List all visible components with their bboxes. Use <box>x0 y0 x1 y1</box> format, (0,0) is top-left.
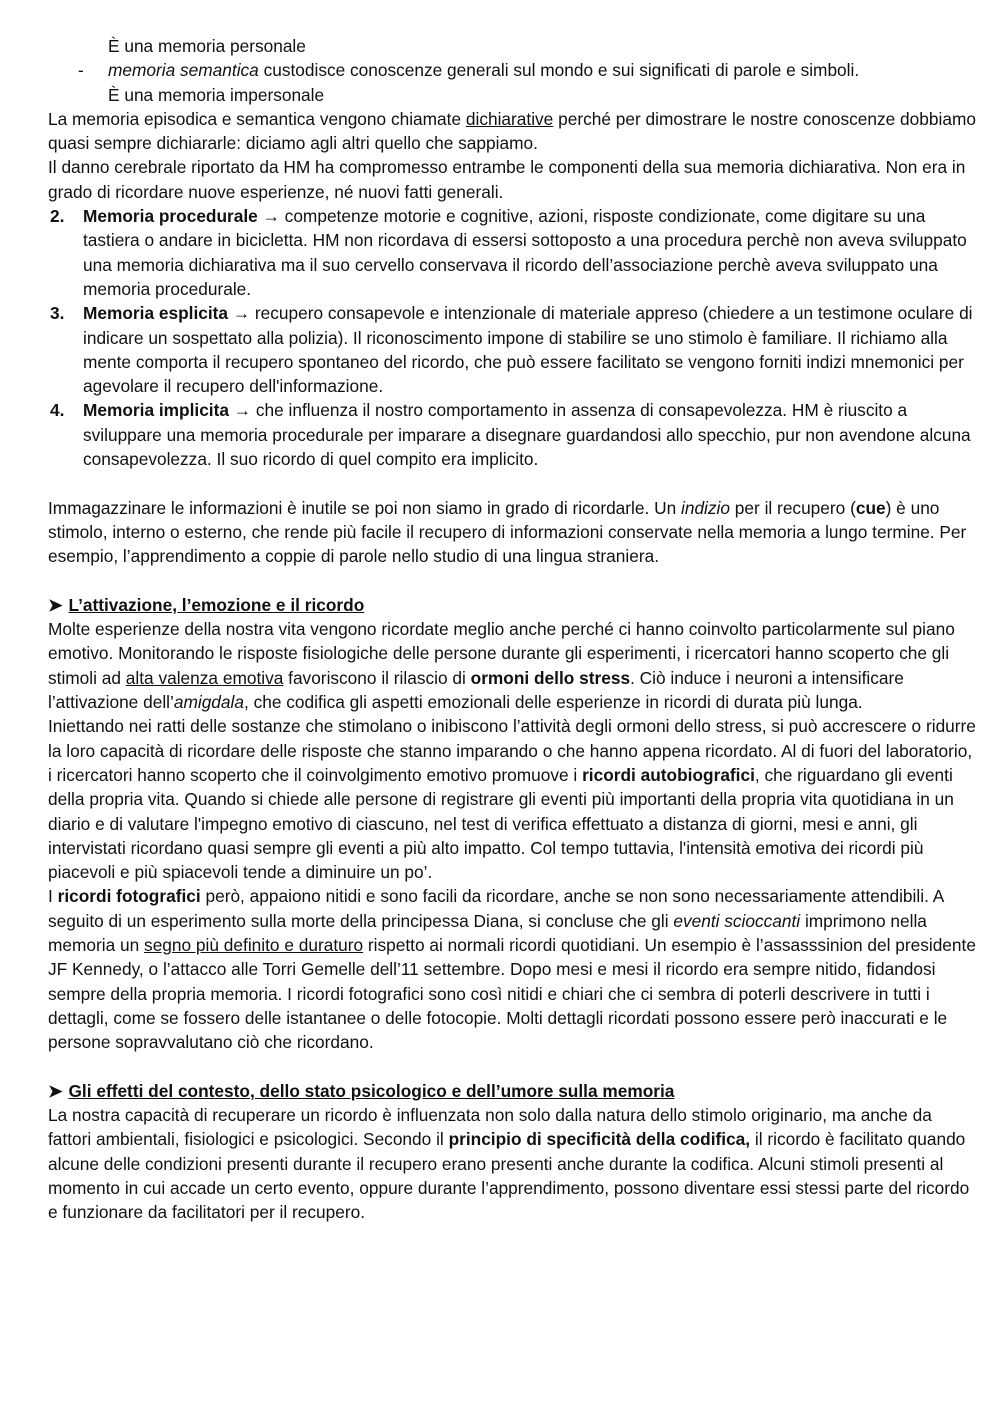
section-heading-text: Gli effetti del contesto, dello stato psicologico e dell’umore sulla memoria <box>68 1080 675 1101</box>
text-run: custodisce conoscenze generali sul mondo e sui significati di parole e simboli. <box>258 60 860 81</box>
declarative-paragraph <box>48 107 978 156</box>
italic-term: memoria semantica <box>108 60 259 81</box>
emotion-paragraph-3 <box>48 884 978 1054</box>
text-run: , che riguardano gli eventi della propria vita. Quando si chiede alle persone di registrare gli eventi più importanti della propria vita quotidiana in un diario e di valutare l'impegno emotivo di ciascuno, nel test di verifica effettuato a distanza di giorni, mesi e anni, gli intervistati ricordano quasi sempre gli eventi a più alto impatto. Col tempo tuttavia, l'intensità emotiva dei ricordi più piacevoli e più spiacevoli tende a diminuire un po’. <box>48 764 954 883</box>
bold-term: ormoni dello stress <box>470 667 631 688</box>
italic-term: eventi scioccanti <box>673 910 801 931</box>
list-number: 3. <box>50 303 65 324</box>
underlined-term: segno più definito e duraturo <box>144 934 364 955</box>
bold-term: cue <box>855 497 886 518</box>
semantic-memory-item <box>48 58 978 82</box>
list-item-text: → competenze motorie e cognitive, azioni, risposte condizionate, come digitare su una tastiera o andare in bicicletta. HM non ricordava di essersi sottoposto a una procedura perchè non aveva sviluppato una memoria dichiarativa ma il suo cervello conservava il ricordo dell’associazione perchè aveva sviluppato una memoria procedurale. <box>83 206 967 299</box>
text-run: Iniettando nei ratti delle sostanze che stimolano o inibiscono l’attività degli ormoni dello stress, si può accrescere o ridurre la loro capacità di ricordare delle risposte che stanno imparando o che hanno appena ricordato. Al di fuori del laboratorio, i ricercatori hanno scoperto che il coinvolgimento emotivo promuove i <box>48 716 976 785</box>
text-run: per il recupero ( <box>730 497 856 518</box>
spacer <box>48 1054 978 1078</box>
list-item <box>48 398 978 471</box>
text-run: È una memoria impersonale <box>108 84 325 105</box>
section-heading-text: L’attivazione, l’emozione e il ricordo <box>68 594 365 615</box>
list-item <box>48 204 978 301</box>
list-item <box>48 301 978 398</box>
text-run: ) è uno stimolo, interno o esterno, che rende più facile il recupero di informazioni conservate nella memoria a lungo termine. Per esempio, l’apprendimento a coppie di parole nello studio di una lingua straniera. <box>48 497 967 567</box>
list-item-text: → recupero consapevole e intenzionale di materiale appreso (chiedere a un testimone oculare di indicare un sospettato alla polizia). Il riconoscimento impone di stabilire se uno stimolo è familiare. Il richiamo alla mente comporta il recupero spontaneo del ricordo, che può essere facilitato se vengono forniti indizi mnemonici per agevolare il recupero dell'informazione. <box>83 303 973 397</box>
text-run: I <box>48 886 58 907</box>
italic-term: amigdala <box>173 692 244 713</box>
text-run: , che codifica gli aspetti emozionali delle esperienze in ricordi di durata più lunga. <box>243 692 863 713</box>
text-run: La nostra capacità di recuperare un ricordo è influenzata non solo dalla natura dello stimolo originario, ma anche da fattori ambientali, fisiologici e psicologici. Secondo il <box>48 1105 932 1150</box>
text-run: però, appaiono nitidi e sono facili da ricordare, anche se non sono necessariamente attendibili. A seguito di un esperimento sulla morte della principessa Diana, si concluse che gli <box>48 886 944 931</box>
dash-marker: - <box>78 60 84 81</box>
section-heading <box>48 1079 978 1103</box>
bold-term: principio di specificità della codifica, <box>448 1129 751 1150</box>
list-item-text: → che influenza il nostro comportamento in assenza di consapevolezza. HM è riuscito a sviluppare una memoria procedurale per imparare a disegnare guardandosi allo specchio, pur non avendone alcuna consapevolezza. Il suo ricordo di quel compito era implicito. <box>83 400 971 470</box>
underlined-term: alta valenza emotiva <box>125 667 284 688</box>
bold-term: ricordi fotografici <box>57 886 201 907</box>
text-run: favoriscono il rilascio di <box>283 667 471 688</box>
text-run: Il danno cerebrale riportato da HM ha compromesso entrambe le componenti della sua memoria dichiarativa. Non era in grado di ricordare nuove esperienze, né nuovi fatti generali. <box>48 157 966 202</box>
list-number: 2. <box>50 206 65 227</box>
emotion-paragraph-1 <box>48 617 978 714</box>
text-run: Molte esperienze della nostra vita vengono ricordate meglio anche perché ci hanno coinvolto particolarmente sul piano emotivo. Monitorando le risposte fisiologiche delle persone durante gli esperimenti, i ricercatori hanno scoperto che gli stimoli ad <box>48 619 955 688</box>
text-run: il ricordo è facilitato quando alcune delle condizioni presenti durante il recupero erano presenti anche durante la codifica. Alcuni stimoli presenti al momento in cui accade un certo evento, oppure durante l’apprendimento, possono diventare essi stessi parte del ricordo e funzionare da facilitatori per il recupero. <box>48 1129 970 1223</box>
list-number: 4. <box>50 400 65 421</box>
text-run: La memoria episodica e semantica vengono chiamate <box>48 108 466 129</box>
text-run: È una memoria personale <box>108 36 306 56</box>
emotion-paragraph-2 <box>48 714 978 884</box>
list-item-title: Memoria esplicita <box>83 303 229 324</box>
episodic-personal-line <box>48 34 978 58</box>
text-run: imprimono nella memoria un <box>48 910 927 955</box>
list-item-title: Memoria procedurale <box>83 206 258 227</box>
cue-paragraph <box>48 496 978 569</box>
spacer <box>48 569 978 593</box>
text-run: rispetto ai normali ricordi quotidiani. Un esempio è l’assasssinion del presidente JF Kennedy, o l’attacco alle Torri Gemelle dell’11 settembre. Dopo mesi e mesi il ricordo era sempre nitido, fidandosi sempre della propria memoria. I ricordi fotografici sono così nitidi e chiari che ci sembra di poterli descrivere in tutti i dettagli, come se fossero delle istantanee o delle fotocopie. Molti dettagli ricordati possono essere però inaccurati e le persone sopravvalutano ciò che ricordano. <box>48 934 976 1053</box>
italic-term: indizio <box>681 497 730 518</box>
semantic-impersonal-line <box>48 83 978 107</box>
context-paragraph <box>48 1103 978 1224</box>
arrow-bullet-icon: ➤ <box>48 594 63 615</box>
list-item-title: Memoria implicita <box>83 400 229 421</box>
document-page <box>48 34 978 1225</box>
underlined-term: dichiarative <box>465 108 554 129</box>
text-run: . Ciò induce i neuroni a intensificare l’attivazione dell’ <box>48 667 904 713</box>
arrow-bullet-icon: ➤ <box>48 1080 63 1101</box>
section-heading <box>48 593 978 617</box>
hm-paragraph <box>48 155 978 204</box>
text-run: Immagazzinare le informazioni è inutile se poi non siamo in grado di ricordarle. Un <box>48 497 681 518</box>
text-run: perché per dimostrare le nostre conoscenze dobbiamo quasi sempre dichiararle: diciamo agli altri quello che sappiamo. <box>48 108 976 154</box>
spacer <box>48 471 978 495</box>
bold-term: ricordi autobiografici <box>582 764 755 785</box>
